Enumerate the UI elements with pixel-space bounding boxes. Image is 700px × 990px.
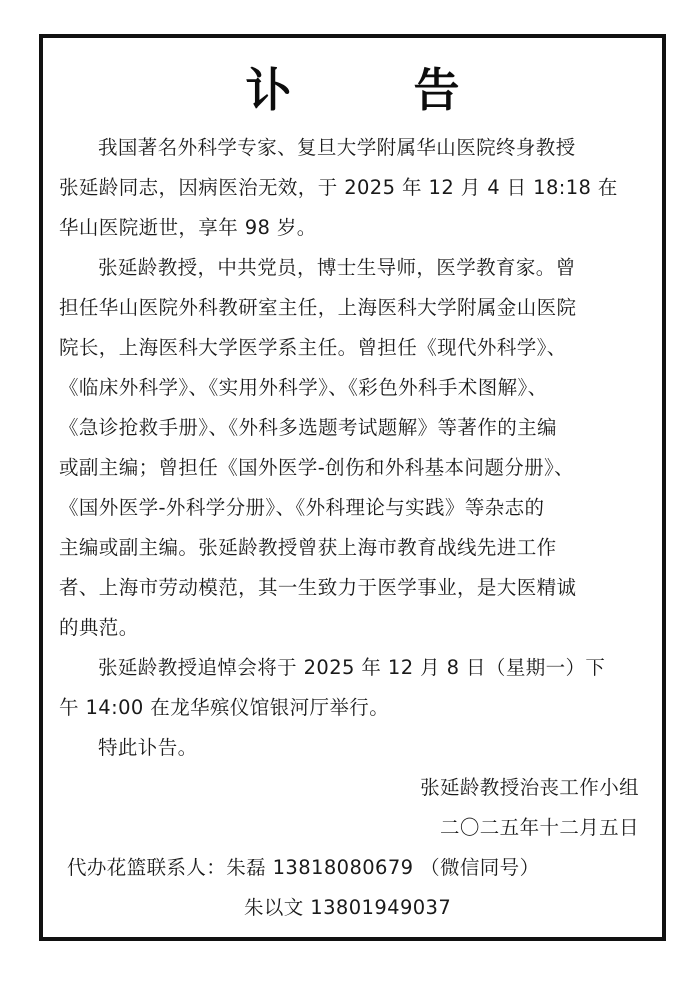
text-line: 院长，上海医科大学医学系主任。曾担任《现代外科学》、 [59,336,567,359]
paragraph-memorial-service [59,648,657,728]
contact-primary-info: 朱磊 13818080679 （微信同号） [226,856,540,879]
text-line: 我国著名外科学专家、复旦大学附属华山医院终身教授 [98,136,576,159]
contact-label: 代办花篮联系人： [67,856,227,879]
text-line: 担任华山医院外科教研室主任，上海医科大学附属金山医院 [59,296,577,319]
text-line: 午 14:00 在龙华殡仪馆银河厅举行。 [59,696,390,719]
notice-title: 讣 告 [245,63,498,117]
text-line: 华山医院逝世，享年 98 岁。 [59,216,317,239]
text-line: 主编或副主编。张延龄教授曾获上海市教育战线先进工作 [59,536,557,559]
notice-body [59,128,657,928]
contact-secondary: 朱以文 13801949037 [244,896,452,919]
text-line: 者、上海市劳动模范，其一生致力于医学事业，是大医精诚 [59,576,577,599]
paragraph-closing [59,728,657,768]
contact-primary [59,848,657,888]
text-line: 或副主编；曾担任《国外医学-创伤和外科基本问题分册》、 [59,456,575,479]
text-line: 张延龄教授追悼会将于 2025 年 12 月 8 日（星期一）下 [98,656,606,679]
text-line: 《临床外科学》、《实用外科学》、《彩色外科手术图解》、 [59,376,548,399]
text-line: 特此讣告。 [98,736,198,759]
signature-organization: 张延龄教授治丧工作小组 [420,776,639,799]
text-line: 《国外医学-外科学分册》、《外科理论与实践》等杂志的 [59,496,545,519]
notice-frame [39,34,666,941]
paragraph-biography [59,248,657,648]
text-line: 张延龄教授，中共党员，博士生导师，医学教育家。曾 [98,256,576,279]
text-line: 的典范。 [59,616,139,639]
text-line: 《急诊抢救手册》、《外科多选题考试题解》等著作的主编 [59,416,557,439]
text-line: 张延龄同志，因病医治无效，于 2025 年 12 月 4 日 18:18 在 [59,176,618,199]
paragraph-death-announcement [59,128,657,248]
signature-date: 二〇二五年十二月五日 [439,816,639,839]
